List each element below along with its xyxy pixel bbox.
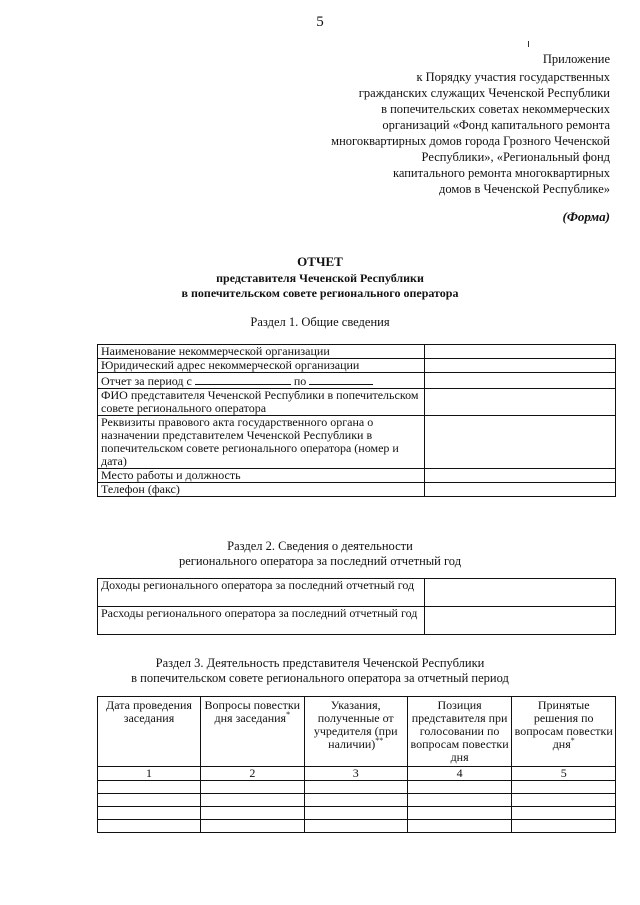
table-cell[interactable] [512, 807, 616, 820]
table-cell[interactable] [200, 781, 304, 794]
section1-period-row [98, 373, 425, 389]
appendix-line: многоквартирных домов города Грозного Чеченской [331, 134, 610, 148]
report-subtitle-line: представителя Чеченской Республики [216, 271, 424, 285]
period-prefix: Отчет за период с [101, 374, 192, 388]
section1-heading: Раздел 1. Общие сведения [250, 315, 390, 329]
section2-value-cell[interactable] [425, 579, 616, 607]
column-header: Указания, полученные от учредителя (при наличии)** [304, 697, 407, 767]
table-cell[interactable] [98, 807, 201, 820]
table-cell[interactable] [304, 820, 407, 833]
table-row [98, 416, 616, 469]
table-row [98, 607, 616, 635]
table-cell[interactable] [512, 820, 616, 833]
section1-row-label: Юридический адрес некоммерческой организации [98, 359, 425, 373]
table-row [98, 767, 616, 781]
section1-row-label: Реквизиты правового акта государственного органа о назначении представителем Чеченской Республики в попечительском совете регионального оператора (номер и дата) [98, 416, 425, 469]
section1-row-label: Наименование некоммерческой организации [98, 345, 425, 359]
table-cell[interactable] [200, 794, 304, 807]
appendix-line: домов в Чеченской Республике» [438, 182, 610, 196]
section1-value-cell[interactable] [425, 373, 616, 389]
section1-value-cell[interactable] [425, 345, 616, 359]
table-row [98, 389, 616, 416]
appendix-title: Приложение [542, 52, 610, 66]
period-mid: по [293, 374, 307, 388]
column-number: 3 [304, 767, 407, 781]
section3-table [97, 696, 616, 833]
table-cell[interactable] [98, 794, 201, 807]
table-row [98, 820, 616, 833]
report-subtitle-line: в попечительском совете регионального оператора [181, 286, 459, 300]
table-row [98, 781, 616, 794]
appendix-line: организаций «Фонд капитального ремонта [382, 118, 610, 132]
column-header: Вопросы повестки дня заседания* [200, 697, 304, 767]
table-row [98, 807, 616, 820]
appendix-line: в попечительских советах некоммерческих [381, 102, 610, 116]
table-cell[interactable] [407, 820, 512, 833]
section1-value-cell[interactable] [425, 389, 616, 416]
table-row [98, 794, 616, 807]
period-start-blank[interactable] [195, 373, 291, 385]
section2-heading [0, 539, 640, 569]
section1-value-cell[interactable] [425, 416, 616, 469]
column-number: 5 [512, 767, 616, 781]
section1-table [97, 344, 616, 497]
column-header: Позиция представителя при голосовании по вопросам повестки дня [407, 697, 512, 767]
section2-value-cell[interactable] [425, 607, 616, 635]
section1-row-label: Телефон (факс) [98, 483, 425, 497]
table-cell[interactable] [407, 794, 512, 807]
column-number: 4 [407, 767, 512, 781]
section1-value-cell[interactable] [425, 359, 616, 373]
report-subtitle [0, 271, 640, 301]
appendix-line: гражданских служащих Чеченской Республики [358, 86, 610, 100]
table-row [98, 373, 616, 389]
table-cell[interactable] [512, 794, 616, 807]
table-cell[interactable] [200, 820, 304, 833]
table-cell[interactable] [512, 781, 616, 794]
column-number: 2 [200, 767, 304, 781]
section2-table [97, 578, 616, 635]
stray-mark [528, 41, 529, 47]
table-cell[interactable] [407, 781, 512, 794]
column-number: 1 [98, 767, 201, 781]
section3-heading [0, 656, 640, 686]
page-number: 5 [316, 14, 324, 30]
section2-row-label: Расходы регионального оператора за последний отчетный год [98, 607, 425, 635]
appendix-line: Республики», «Региональный фонд [421, 150, 610, 164]
appendix-line: к Порядку участия государственных [416, 70, 610, 84]
table-cell[interactable] [304, 807, 407, 820]
column-header: Дата проведения заседания [98, 697, 201, 767]
form-label: (Форма) [562, 209, 610, 224]
section1-value-cell[interactable] [425, 469, 616, 483]
table-row [98, 359, 616, 373]
table-header-row [98, 697, 616, 767]
table-cell[interactable] [304, 781, 407, 794]
table-row [98, 469, 616, 483]
table-cell[interactable] [304, 794, 407, 807]
appendix-line: капитального ремонта многоквартирных [392, 166, 610, 180]
section2-heading-line: регионального оператора за последний отчетный год [178, 554, 462, 568]
table-cell[interactable] [407, 807, 512, 820]
table-cell[interactable] [200, 807, 304, 820]
section1-row-label: Место работы и должность [98, 469, 425, 483]
section1-value-cell[interactable] [425, 483, 616, 497]
table-row [98, 483, 616, 497]
table-row [98, 345, 616, 359]
table-cell[interactable] [98, 781, 201, 794]
table-row [98, 579, 616, 607]
table-cell[interactable] [98, 820, 201, 833]
report-title: ОТЧЕТ [297, 254, 343, 269]
column-header: Принятые решения по вопросам повестки дня* [512, 697, 616, 767]
section3-heading-line: Раздел 3. Деятельность представителя Чеченской Республики [155, 656, 485, 670]
section1-row-label: ФИО представителя Чеченской Республики в попечительском совете регионального оператора [98, 389, 425, 416]
section2-heading-line: Раздел 2. Сведения о деятельности [227, 539, 413, 553]
period-end-blank[interactable] [309, 373, 373, 385]
appendix-body [290, 69, 610, 197]
section2-row-label: Доходы регионального оператора за последний отчетный год [98, 579, 425, 607]
section3-heading-line: в попечительском совете регионального оператора за отчетный период [131, 671, 509, 685]
